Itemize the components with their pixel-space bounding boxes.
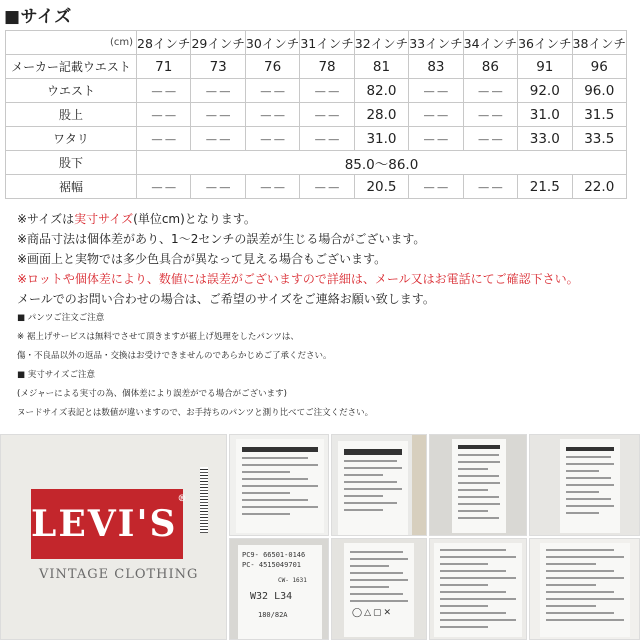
table-cell: 92.0 <box>518 79 572 103</box>
row-label: 股下 <box>6 151 137 175</box>
table-cell: －－ <box>191 175 245 199</box>
note-line <box>17 209 637 229</box>
table-cell: －－ <box>191 79 245 103</box>
table-cell: 96 <box>572 55 627 79</box>
table-cell: －－ <box>245 127 299 151</box>
row-label: メーカー記載ウエスト <box>6 55 137 79</box>
table-cell: 91 <box>518 55 572 79</box>
size-header: 33インチ <box>409 31 463 55</box>
tag-pc-code: PC- 4515049701 <box>242 561 302 569</box>
size-header: 32インチ <box>354 31 408 55</box>
row-label: 股上 <box>6 103 137 127</box>
care-label-tag <box>452 439 506 533</box>
inseam-merged-cell: 85.0～86.0 <box>137 151 627 175</box>
note-warning: ※ロットや個体差により、数値には誤差がございますので詳細は、メール又はお電話にてご確認下さい。 <box>17 272 579 286</box>
table-cell: 78 <box>300 55 354 79</box>
table-cell: 31.0 <box>518 103 572 127</box>
tag-edge <box>412 435 426 536</box>
care-label-photo[interactable] <box>429 538 527 640</box>
care-label-photo[interactable] <box>229 434 329 536</box>
size-label-tag <box>238 545 322 639</box>
unit-label: (cm) <box>6 31 137 55</box>
size-label-photo[interactable] <box>229 538 329 640</box>
section-heading: ■ 実寸サイズご注意 <box>17 370 96 380</box>
tag-pc9-code: PC9- 66501-0146 <box>242 551 306 559</box>
care-label-tag <box>344 543 414 637</box>
table-cell: 21.5 <box>518 175 572 199</box>
table-cell: －－ <box>409 175 463 199</box>
tag-cw-code: CW- 1631 <box>278 577 307 584</box>
table-cell: －－ <box>191 103 245 127</box>
barcode-sticker <box>187 463 221 613</box>
table-cell: －－ <box>191 127 245 151</box>
table-cell: －－ <box>300 175 354 199</box>
table-cell: 71 <box>137 55 191 79</box>
table-cell: －－ <box>137 103 191 127</box>
table-row <box>6 151 627 175</box>
size-header: 30インチ <box>245 31 299 55</box>
notes-section <box>17 209 637 423</box>
table-cell: 33.0 <box>518 127 572 151</box>
table-cell: 83 <box>409 55 463 79</box>
size-header-row <box>6 31 627 55</box>
table-cell: －－ <box>137 175 191 199</box>
care-label-tag <box>434 543 522 637</box>
care-label-photo[interactable] <box>529 538 640 640</box>
table-row <box>6 55 627 79</box>
care-label-tag <box>560 439 620 533</box>
table-cell: 82.0 <box>354 79 408 103</box>
note-line: ヌードサイズ表記とは数値が違いますので、お手持ちのパンツと測り比べてご注文ください。 <box>17 408 374 418</box>
care-label-photo[interactable] <box>331 434 427 536</box>
note-line: (メジャーによる実寸の為、個体差により誤差がでる場合がございます) <box>17 389 287 399</box>
table-cell: －－ <box>137 127 191 151</box>
table-row <box>6 103 627 127</box>
table-cell: 20.5 <box>354 175 408 199</box>
note-line: メールでのお問い合わせの場合は、ご希望のサイズをご連絡お願い致します。 <box>17 292 435 306</box>
table-cell: 31.0 <box>354 127 408 151</box>
table-cell: 31.5 <box>572 103 627 127</box>
size-header: 38インチ <box>572 31 627 55</box>
tag-size: W32 L34 <box>250 591 293 602</box>
table-row <box>6 175 627 199</box>
table-row <box>6 127 627 151</box>
note-line: ※ 裾上げサービスは無料でさせて頂きますが裾上げ処理をしたパンツは、 <box>17 332 299 342</box>
photo-gallery <box>0 434 640 640</box>
table-cell: －－ <box>137 79 191 103</box>
section-heading: ■ パンツご注文ご注意 <box>17 313 105 323</box>
table-cell: 28.0 <box>354 103 408 127</box>
care-label-tag <box>338 441 408 535</box>
table-cell: －－ <box>463 175 517 199</box>
size-table <box>5 30 627 199</box>
care-label-tag <box>236 439 324 533</box>
size-header: 28インチ <box>137 31 191 55</box>
note-line: ※画面上と実物では多少色具合が異なって見える場合もございます。 <box>17 252 387 266</box>
table-cell: 33.5 <box>572 127 627 151</box>
row-label: 裾幅 <box>6 175 137 199</box>
table-cell: －－ <box>409 103 463 127</box>
note-text: ※サイズは <box>17 212 75 226</box>
table-cell: －－ <box>300 79 354 103</box>
tag-size-code: 180/82A <box>258 611 288 619</box>
vintage-clothing-label: VINTAGE CLOTHING <box>39 567 199 582</box>
note-text: (単位cm)となります。 <box>133 212 256 226</box>
table-row <box>6 79 627 103</box>
care-label-photo[interactable] <box>331 538 427 640</box>
table-cell: －－ <box>463 79 517 103</box>
table-cell: －－ <box>300 127 354 151</box>
table-cell: －－ <box>245 79 299 103</box>
table-cell: 76 <box>245 55 299 79</box>
laundry-symbols-icon: ◯△▢✕ <box>352 608 394 618</box>
care-label-tag <box>540 543 630 637</box>
table-cell: 81 <box>354 55 408 79</box>
table-cell: 96.0 <box>572 79 627 103</box>
note-line: ※商品寸法は個体差があり、1～2センチの誤差が生じる場合がございます。 <box>17 232 426 246</box>
table-cell: －－ <box>300 103 354 127</box>
size-header: 34インチ <box>463 31 517 55</box>
table-cell: －－ <box>409 79 463 103</box>
care-label-photo[interactable] <box>529 434 640 536</box>
size-header: 36インチ <box>518 31 572 55</box>
levis-logo: LEVI'S® <box>31 489 183 559</box>
table-cell: －－ <box>463 127 517 151</box>
table-cell: 22.0 <box>572 175 627 199</box>
row-label: ワタリ <box>6 127 137 151</box>
table-cell: 86 <box>463 55 517 79</box>
size-header: 31インチ <box>300 31 354 55</box>
brand-tag-photo[interactable] <box>0 434 227 640</box>
table-cell: －－ <box>463 103 517 127</box>
care-label-photo[interactable] <box>429 434 527 536</box>
size-header: 29インチ <box>191 31 245 55</box>
barcode-icon <box>200 467 208 533</box>
row-label: ウエスト <box>6 79 137 103</box>
table-cell: －－ <box>409 127 463 151</box>
table-cell: 73 <box>191 55 245 79</box>
note-highlight: 実寸サイズ <box>74 212 134 226</box>
table-cell: －－ <box>245 175 299 199</box>
note-line: 傷・不良品以外の返品・交換はお受けできませんのであらかじめご了承ください。 <box>17 351 332 361</box>
table-cell: －－ <box>245 103 299 127</box>
page-title: ■サイズ <box>4 7 72 27</box>
